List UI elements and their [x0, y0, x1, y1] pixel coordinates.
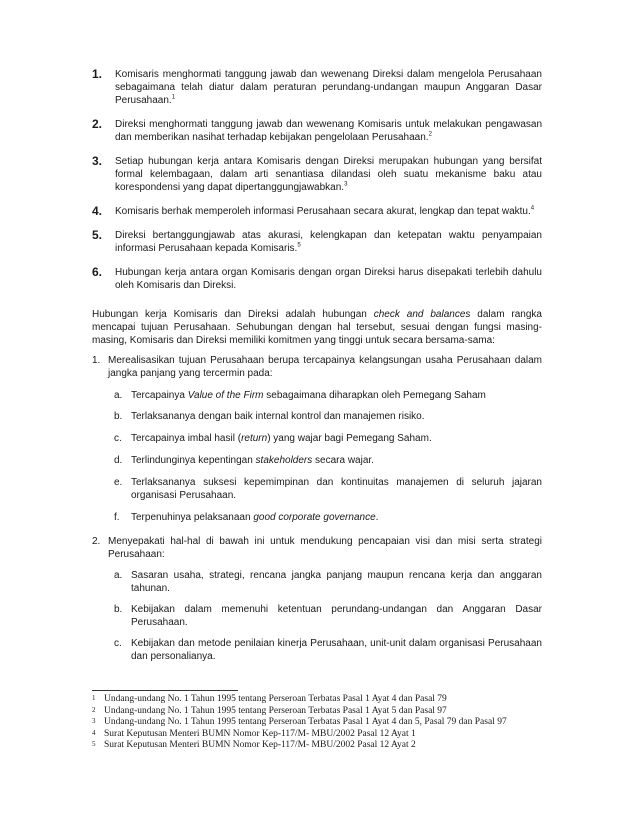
list-number: 2.: [92, 117, 103, 131]
list-number: 4.: [92, 204, 103, 218]
footnote-ref[interactable]: 2: [428, 131, 432, 138]
list-text: Komisaris menghormati tanggung jawab dan wewenang Direksi dalam mengelola Perusahaan sebagaimana telah diatur dalam peraturan perundang-undangan maupun Anggaran Dasar Perusahaan.$^1$: [115, 69, 542, 106]
list-item: [92, 155, 542, 194]
list-number: 3.: [92, 154, 103, 168]
footnote-ref[interactable]: 3: [344, 181, 348, 188]
sub-item-1f: f. Terpenuhinya pelaksanaan good corporate governance.: [114, 512, 379, 523]
list-text: Merealisasikan tujuan Perusahaan berupa tercapainya kelangsungan usaha Perusahaan dalam jangka panjang yang tercermin pada:: [108, 355, 542, 379]
footnote: 5 Surat Keputusan Menteri BUMN Nomor Kep-117/M- MBU/2002 Pasal 12 Ayat 2: [92, 740, 416, 750]
list-number: 1.: [92, 67, 103, 81]
footnote: 3 Undang-undang No. 1 Tahun 1995 tentang Perseroan Terbatas Pasal 1 Ayat 4 dan 5, Pasal 79 dan Pasal 97: [92, 717, 507, 727]
list-text: Direksi bertanggungjawab atas akurasi, kelengkapan dan ketepatan waktu penyampaian informasi Perusahaan kepada Komisaris.$^5$: [115, 230, 542, 254]
list-text: Direksi menghormati tanggung jawab dan wewenang Komisaris untuk melakukan pengawasan dan memberikan nasihat terhadap kebijakan pengelolaan Perusahaan.$^2$: [115, 119, 542, 143]
footnote-ref[interactable]: 4: [530, 205, 535, 212]
sub-item-2c: c. Kebijakan dan metode penilaian kinerja Perusahaan, unit-unit dalam organisasi Perusahaan dan personalianya.: [114, 638, 542, 662]
list-item: [92, 68, 542, 107]
sub-item-1a: a. Tercapainya Value of the Firm sebagaimana diharapkan oleh Pemegang Saham: [114, 390, 486, 401]
sub-item-1e: e. Terlaksananya suksesi kepemimpinan dan kontinuitas manajemen di seluruh jajaran organisasi Perusahaan.: [114, 477, 542, 501]
numbered-list: [92, 68, 542, 303]
sub-item-1b: b. Terlaksananya dengan baik internal kontrol dan manajemen risiko.: [114, 411, 425, 422]
commitment-item-2: [92, 535, 542, 561]
list-text: Setiap hubungan kerja antara Komisaris dengan Direksi merupakan hubungan yang bersifat formal kelembagaan, dalam arti senantiasa dilandasi oleh suatu mekanisme baku atau korespondensi yang dapat dipertanggungjawabkan.$^3$: [115, 156, 542, 193]
list-text: Hubungan kerja antara organ Komisaris dengan organ Direksi harus disepakati terlebih dahulu oleh Komisaris dan Direksi.: [115, 267, 542, 291]
sub-item-1c: c. Tercapainya imbal hasil (return) yang wajar bagi Pemegang Saham.: [114, 433, 432, 444]
list-item: [92, 266, 542, 292]
intro-paragraph: Hubungan kerja Komisaris dan Direksi adalah hubungan check and balances dalam rangka mencapai tujuan Perusahaan. Sehubungan dengan hal tersebut, sesuai dengan fungsi masing-masing, Komisaris dan Direksi memiliki komitmen yang tinggi untuk secara bersama-sama:: [92, 309, 542, 346]
list-text: Menyepakati hal-hal di bawah ini untuk mendukung pencapaian visi dan misi serta strategi Perusahaan:: [108, 536, 542, 560]
footnote-separator: [92, 690, 238, 691]
footnote-ref[interactable]: 1: [171, 94, 176, 101]
list-number: 1.: [92, 355, 101, 366]
list-text: Komisaris berhak memperoleh informasi Perusahaan secara akurat, lengkap dan tepat waktu.$^4$: [115, 205, 535, 217]
sub-item-2b: b. Kebijakan dalam memenuhi ketentuan perundang-undangan dan Anggaran Dasar Perusahaan.: [114, 604, 542, 628]
footnotes: [92, 694, 552, 752]
list-item: [92, 118, 542, 144]
list-number: 2.: [92, 536, 101, 547]
footnote-ref[interactable]: 5: [297, 242, 301, 249]
list-number: 5.: [92, 228, 103, 242]
list-item: [92, 229, 542, 255]
footnote: 1 Undang-undang No. 1 Tahun 1995 tentang Perseroan Terbatas Pasal 1 Ayat 4 dan Pasal 79: [92, 694, 447, 704]
list-item: [92, 205, 542, 218]
footnote: 2 Undang-undang No. 1 Tahun 1995 tentang Perseroan Terbatas Pasal 1 Ayat 5 dan Pasal 97: [92, 705, 447, 716]
commitment-item-1: [92, 354, 542, 380]
footnote: 4 Surat Keputusan Menteri BUMN Nomor Kep-117/M- MBU/2002 Pasal 12 Ayat 1: [92, 728, 416, 739]
list-number: 6.: [92, 265, 103, 279]
sub-item-2a: a. Sasaran usaha, strategi, rencana jangka panjang maupun rencana kerja dan anggaran tahunan.: [114, 570, 542, 594]
sub-item-1d: d. Terlindunginya kepentingan stakeholders secara wajar.: [114, 455, 374, 466]
